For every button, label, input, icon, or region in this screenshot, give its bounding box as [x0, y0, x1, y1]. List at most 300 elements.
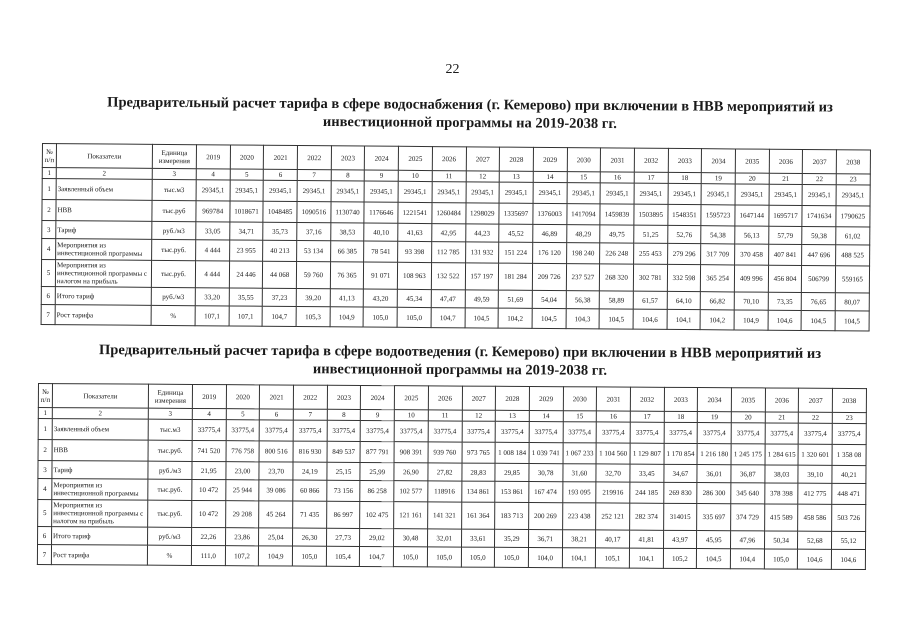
value-cell: 105,1 — [596, 548, 630, 568]
row-number: 7 — [37, 545, 51, 565]
column-number: 4 — [196, 169, 230, 180]
value-cell: 33775,4 — [327, 420, 361, 441]
value-cell: 29345,1 — [263, 180, 297, 201]
row-number: 1 — [42, 179, 56, 200]
value-cell: 118916 — [428, 481, 462, 502]
value-cell: 33775,4 — [630, 422, 664, 443]
value-cell: 33775,4 — [596, 422, 630, 443]
value-cell: 41,81 — [629, 530, 663, 548]
value-cell: 108 963 — [397, 262, 431, 289]
value-cell: 39,20 — [296, 289, 330, 307]
value-cell: 104,5 — [532, 308, 566, 328]
value-cell: 80,07 — [835, 293, 869, 311]
value-cell: 40,21 — [832, 465, 866, 483]
value-cell: 1221541 — [398, 202, 432, 223]
value-cell: 279 296 — [667, 243, 701, 264]
value-cell: 104,6 — [798, 549, 832, 569]
wastewater-table-title: Предварительный расчет тарифа в сфере водоотведения (г. Кемерово) при включении в НВВ мероприятий из инвестиционной программы на 2019-2038 гг. — [98, 342, 822, 379]
value-cell: 1090516 — [297, 202, 331, 223]
value-cell: 104,7 — [431, 308, 465, 328]
value-cell: 48,29 — [566, 225, 600, 243]
header-year: 2032 — [630, 387, 664, 411]
value-cell: 27,73 — [326, 528, 360, 546]
column-number: 15 — [567, 172, 601, 183]
value-cell: 25 944 — [225, 480, 259, 501]
value-cell: 209 726 — [532, 263, 566, 290]
value-cell: 32,70 — [596, 464, 630, 482]
column-number: 2 — [56, 168, 152, 180]
value-cell: 105,2 — [663, 548, 697, 568]
value-cell: 1 067 233 — [563, 443, 597, 464]
header-year: 2033 — [664, 387, 698, 411]
value-cell: 456 804 — [768, 265, 802, 292]
value-cell: 176 120 — [532, 242, 566, 263]
value-cell: 1459839 — [600, 204, 634, 225]
value-cell: 1 320 601 — [798, 444, 832, 465]
value-cell: 448 471 — [832, 483, 866, 504]
value-cell: 317 709 — [701, 244, 735, 265]
column-number: 18 — [668, 172, 702, 183]
value-cell: 105,0 — [764, 549, 798, 569]
value-cell: 29345,1 — [297, 181, 331, 202]
value-cell: 33775,4 — [361, 420, 395, 441]
value-cell: 33,61 — [461, 529, 495, 547]
value-cell: 28,83 — [461, 463, 495, 481]
value-cell: 35,73 — [263, 222, 297, 240]
water-supply-tariff-table — [41, 143, 871, 332]
row-unit: % — [151, 305, 195, 325]
row-indicator: Мероприятия из инвестиционной программы — [52, 479, 148, 501]
row-unit: руб./м3 — [151, 287, 195, 305]
column-number: 1 — [42, 168, 56, 179]
value-cell: 506799 — [802, 265, 836, 292]
value-cell: 29345,1 — [735, 184, 769, 205]
value-cell: 93 398 — [398, 241, 432, 262]
value-cell: 105,4 — [326, 546, 360, 566]
value-cell: 56,13 — [735, 226, 769, 244]
value-cell: 1 170 854 — [664, 443, 698, 464]
value-cell: 37,16 — [297, 223, 331, 241]
value-cell: 61,02 — [836, 227, 870, 245]
value-cell: 60 866 — [293, 480, 327, 501]
value-cell: 45,52 — [499, 224, 533, 242]
value-cell: 33775,4 — [799, 423, 833, 444]
value-cell: 282 374 — [630, 503, 664, 530]
value-cell: 23 955 — [229, 240, 263, 261]
column-number: 8 — [327, 409, 361, 420]
row-unit: руб./м3 — [148, 527, 192, 545]
value-cell: 45 264 — [259, 501, 293, 528]
value-cell: 35,29 — [495, 529, 529, 547]
value-cell: 39 086 — [259, 480, 293, 501]
header-year: 2019 — [192, 384, 226, 408]
header-unit: Единица измерения — [152, 144, 196, 168]
column-number: 12 — [462, 410, 496, 421]
value-cell: 10 472 — [192, 500, 226, 527]
value-cell: 104,3 — [566, 309, 600, 329]
row-unit: % — [147, 545, 191, 565]
header-year: 2027 — [466, 147, 500, 171]
value-cell: 29345,1 — [196, 180, 230, 201]
header-year: 2020 — [230, 145, 264, 169]
row-indicator: Мероприятия из инвестиционной программы — [56, 239, 152, 261]
column-number: 7 — [297, 170, 331, 181]
value-cell: 104,2 — [498, 308, 532, 328]
row-indicator: НВВ — [52, 440, 148, 462]
column-number: 8 — [331, 170, 365, 181]
value-cell: 49,59 — [465, 290, 499, 308]
value-cell: 33775,4 — [428, 421, 462, 442]
value-cell: 37,23 — [263, 288, 297, 306]
value-cell: 29345,1 — [836, 185, 870, 206]
value-cell: 1 284 615 — [765, 444, 799, 465]
column-number: 2 — [52, 408, 148, 420]
row-unit: тыс.м3 — [148, 419, 192, 440]
value-cell: 29345,1 — [567, 183, 601, 204]
value-cell: 104,9 — [330, 307, 364, 327]
header-year: 2025 — [394, 386, 428, 410]
row-indicator: Заявленный объем — [52, 419, 148, 441]
value-cell: 54,38 — [701, 226, 735, 244]
value-cell: 908 391 — [394, 442, 428, 463]
header-num: № п/п — [38, 384, 52, 408]
value-cell: 1176646 — [364, 202, 398, 223]
header-year: 2038 — [836, 150, 870, 174]
value-cell: 29345,1 — [701, 184, 735, 205]
value-cell: 33775,4 — [529, 422, 563, 443]
header-year: 2021 — [264, 145, 298, 169]
row-indicator: Мероприятия из инвестиционной программы с налогом на прибыль — [55, 260, 151, 288]
header-year: 2033 — [668, 148, 702, 172]
value-cell: 104,6 — [768, 310, 802, 330]
value-cell: 30,78 — [529, 464, 563, 482]
value-cell: 105,0 — [397, 307, 431, 327]
row-unit: руб./м3 — [148, 461, 192, 479]
value-cell: 33,45 — [630, 464, 664, 482]
value-cell: 244 185 — [630, 482, 664, 503]
row-indicator: Итого тариф — [52, 527, 148, 546]
column-number: 19 — [698, 412, 732, 423]
value-cell: 1548351 — [667, 204, 701, 225]
column-number: 6 — [260, 409, 294, 420]
value-cell: 104,6 — [633, 309, 667, 329]
value-cell: 1335697 — [499, 203, 533, 224]
value-cell: 107,2 — [225, 546, 259, 566]
column-number: 9 — [361, 409, 395, 420]
header-year: 2035 — [731, 388, 765, 412]
value-cell: 1 129 807 — [630, 443, 664, 464]
value-cell: 33775,4 — [664, 422, 698, 443]
column-number: 6 — [264, 169, 298, 180]
column-number: 22 — [803, 173, 837, 184]
wastewater-tariff-table — [37, 383, 867, 570]
value-cell: 105,3 — [296, 307, 330, 327]
value-cell: 268 320 — [600, 264, 634, 291]
value-cell: 112 785 — [431, 242, 465, 263]
header-year: 2029 — [529, 387, 563, 411]
value-cell: 43,97 — [663, 530, 697, 548]
value-cell: 193 095 — [562, 482, 596, 503]
value-cell: 409 996 — [734, 265, 768, 292]
value-cell: 33775,4 — [260, 420, 294, 441]
value-cell: 374 729 — [731, 504, 765, 531]
header-year: 2034 — [698, 388, 732, 412]
value-cell: 105,0 — [495, 547, 529, 567]
value-cell: 104,5 — [801, 310, 835, 330]
value-cell: 25,15 — [327, 462, 361, 480]
value-cell: 104,0 — [528, 547, 562, 567]
row-indicator: НВВ — [56, 200, 152, 222]
row-unit: руб./м3 — [152, 221, 196, 239]
value-cell: 76,65 — [802, 292, 836, 310]
value-cell: 104,4 — [730, 549, 764, 569]
value-cell: 32,01 — [427, 529, 461, 547]
value-cell: 134 861 — [461, 481, 495, 502]
value-cell: 104,9 — [259, 546, 293, 566]
value-cell: 24,19 — [293, 462, 327, 480]
row-number: 4 — [42, 239, 56, 260]
value-cell: 1 216 180 — [697, 444, 731, 465]
value-cell: 29 208 — [225, 501, 259, 528]
value-cell: 1595723 — [701, 205, 735, 226]
value-cell: 73 156 — [327, 480, 361, 501]
row-number: 2 — [42, 200, 56, 221]
value-cell: 104,5 — [835, 311, 869, 331]
value-cell: 59,38 — [802, 226, 836, 244]
value-cell: 35,55 — [229, 288, 263, 306]
value-cell: 29345,1 — [398, 181, 432, 202]
value-cell: 849 537 — [327, 441, 361, 462]
value-cell: 200 269 — [528, 502, 562, 529]
row-unit: тыс.руб. — [151, 260, 195, 287]
header-year: 2038 — [832, 388, 866, 412]
value-cell: 71 435 — [293, 501, 327, 528]
value-cell: 73,35 — [768, 292, 802, 310]
value-cell: 29,02 — [360, 528, 394, 546]
value-cell: 46,89 — [533, 224, 567, 242]
value-cell: 40,10 — [364, 223, 398, 241]
value-cell: 29345,1 — [364, 181, 398, 202]
value-cell: 800 516 — [259, 441, 293, 462]
row-unit: тыс.руб. — [148, 440, 192, 461]
value-cell: 226 248 — [600, 243, 634, 264]
value-cell: 53 134 — [297, 241, 331, 262]
value-cell: 86 997 — [326, 501, 360, 528]
value-cell: 23,86 — [225, 528, 259, 546]
value-cell: 877 791 — [360, 441, 394, 462]
column-number: 22 — [799, 412, 833, 423]
header-year: 2030 — [567, 148, 601, 172]
value-cell: 407 841 — [768, 244, 802, 265]
value-cell: 33775,4 — [293, 420, 327, 441]
value-cell: 61,57 — [633, 291, 667, 309]
header-year: 2034 — [702, 149, 736, 173]
value-cell: 1 104 560 — [596, 443, 630, 464]
value-cell: 151 224 — [499, 242, 533, 263]
column-number: 23 — [836, 174, 870, 185]
value-cell: 44,23 — [465, 224, 499, 242]
value-cell: 41,13 — [330, 289, 364, 307]
row-unit: тыс.руб. — [152, 239, 196, 260]
header-year: 2024 — [361, 385, 395, 409]
value-cell: 1018671 — [230, 201, 264, 222]
value-cell: 44 068 — [263, 261, 297, 288]
value-cell: 105,0 — [427, 547, 461, 567]
header-indicator: Показатели — [52, 384, 148, 409]
value-cell: 66 385 — [330, 241, 364, 262]
value-cell: 412 775 — [798, 483, 832, 504]
value-cell: 776 758 — [226, 441, 260, 462]
row-unit: тыс.руб. — [148, 479, 192, 500]
value-cell: 488 525 — [836, 245, 870, 266]
header-year: 2024 — [365, 146, 399, 170]
value-cell: 104,7 — [360, 546, 394, 566]
value-cell: 458 586 — [798, 504, 832, 531]
page-number: 22 — [445, 62, 460, 77]
value-cell: 161 364 — [461, 502, 495, 529]
column-number: 21 — [765, 412, 799, 423]
header-year: 2026 — [432, 147, 466, 171]
value-cell: 54,04 — [532, 290, 566, 308]
column-number: 5 — [230, 169, 264, 180]
row-number: 7 — [41, 304, 55, 324]
value-cell: 219916 — [596, 482, 630, 503]
column-number: 12 — [466, 171, 500, 182]
value-cell: 33,05 — [196, 222, 230, 240]
value-cell: 104,5 — [465, 308, 499, 328]
value-cell: 40,17 — [596, 530, 630, 548]
value-cell: 105,0 — [292, 546, 326, 566]
header-year: 2036 — [765, 388, 799, 412]
value-cell: 29345,1 — [769, 184, 803, 205]
header-year: 2019 — [196, 145, 230, 169]
value-cell: 29345,1 — [668, 183, 702, 204]
value-cell: 29345,1 — [466, 182, 500, 203]
row-number: 5 — [38, 500, 52, 527]
column-number: 18 — [664, 411, 698, 422]
header-num: № п/п — [42, 144, 56, 168]
value-cell: 29345,1 — [600, 183, 634, 204]
value-cell: 59 760 — [296, 262, 330, 289]
header-year: 2037 — [803, 149, 837, 173]
row-indicator: Мероприятия из инвестиционной программы с налогом на прибыль — [52, 500, 148, 528]
column-number: 3 — [148, 408, 192, 419]
value-cell: 153 861 — [495, 481, 529, 502]
value-cell: 36,71 — [528, 529, 562, 547]
column-number: 10 — [398, 170, 432, 181]
value-cell: 40 213 — [263, 240, 297, 261]
value-cell: 29345,1 — [230, 180, 264, 201]
column-number: 3 — [152, 168, 196, 179]
row-number: 6 — [41, 286, 55, 304]
row-indicator: Тариф — [52, 461, 148, 480]
row-unit: тыс.руб — [152, 200, 196, 221]
value-cell: 131 932 — [465, 242, 499, 263]
value-cell: 52,76 — [667, 225, 701, 243]
value-cell: 33775,4 — [495, 421, 529, 442]
value-cell: 111,0 — [191, 545, 225, 565]
column-number: 14 — [529, 411, 563, 422]
value-cell: 102 475 — [360, 501, 394, 528]
header-year: 2028 — [499, 147, 533, 171]
value-cell: 107,1 — [195, 306, 229, 326]
value-cell: 23,00 — [226, 462, 260, 480]
value-cell: 10 472 — [192, 479, 226, 500]
header-year: 2037 — [799, 388, 833, 412]
value-cell: 302 781 — [633, 264, 667, 291]
value-cell: 1695717 — [769, 205, 803, 226]
column-number: 11 — [428, 410, 462, 421]
value-cell: 447 696 — [802, 244, 836, 265]
value-cell: 741 520 — [192, 440, 226, 461]
header-year: 2025 — [398, 146, 432, 170]
value-cell: 31,60 — [562, 464, 596, 482]
value-cell: 314015 — [663, 503, 697, 530]
water-supply-table-title: Предварительный расчет тарифа в сфере водоснабжения (г. Кемерово) при включении в НВВ мероприятий из инвестиционной программы на 2019-2038 гг. — [107, 94, 833, 133]
value-cell: 104,1 — [629, 548, 663, 568]
row-unit: тыс.м3 — [152, 179, 196, 200]
value-cell: 503 726 — [832, 504, 866, 531]
row-number: 4 — [38, 479, 52, 500]
value-cell: 1503895 — [634, 204, 668, 225]
value-cell: 104,5 — [599, 309, 633, 329]
value-cell: 70,10 — [734, 292, 768, 310]
column-number: 5 — [226, 409, 260, 420]
row-indicator: Рост тарифа — [51, 545, 147, 566]
value-cell: 52,68 — [798, 531, 832, 549]
column-number: 23 — [832, 412, 866, 423]
value-cell: 1376003 — [533, 203, 567, 224]
value-cell: 973 765 — [462, 442, 496, 463]
value-cell: 1790625 — [836, 206, 870, 227]
value-cell: 33775,4 — [394, 421, 428, 442]
row-number: 3 — [38, 461, 52, 479]
value-cell: 38,53 — [330, 223, 364, 241]
value-cell: 45,34 — [397, 289, 431, 307]
value-cell: 816 930 — [293, 441, 327, 462]
value-cell: 1048485 — [263, 201, 297, 222]
value-cell: 29345,1 — [533, 182, 567, 203]
column-number: 17 — [634, 172, 668, 183]
value-cell: 132 522 — [431, 263, 465, 290]
value-cell: 29345,1 — [634, 183, 668, 204]
value-cell: 378 398 — [764, 483, 798, 504]
value-cell: 91 071 — [364, 262, 398, 289]
column-number: 9 — [365, 170, 399, 181]
value-cell: 1 039 741 — [529, 443, 563, 464]
column-number: 13 — [499, 171, 533, 182]
header-year: 2021 — [260, 385, 294, 409]
value-cell: 38,21 — [562, 530, 596, 548]
value-cell: 29,85 — [495, 463, 529, 481]
header-year: 2030 — [563, 387, 597, 411]
column-number: 21 — [769, 173, 803, 184]
value-cell: 33775,4 — [462, 421, 496, 442]
value-cell: 559165 — [835, 266, 869, 293]
value-cell: 105,0 — [461, 547, 495, 567]
value-cell: 33,20 — [195, 288, 229, 306]
column-number: 16 — [597, 411, 631, 422]
value-cell: 370 458 — [735, 244, 769, 265]
column-number: 20 — [731, 412, 765, 423]
value-cell: 86 258 — [360, 480, 394, 501]
header-indicator: Показатели — [56, 144, 152, 169]
value-cell: 51,25 — [634, 225, 668, 243]
header-year: 2023 — [331, 146, 365, 170]
value-cell: 33775,4 — [731, 423, 765, 444]
header-year: 2027 — [462, 386, 496, 410]
value-cell: 50,34 — [764, 531, 798, 549]
